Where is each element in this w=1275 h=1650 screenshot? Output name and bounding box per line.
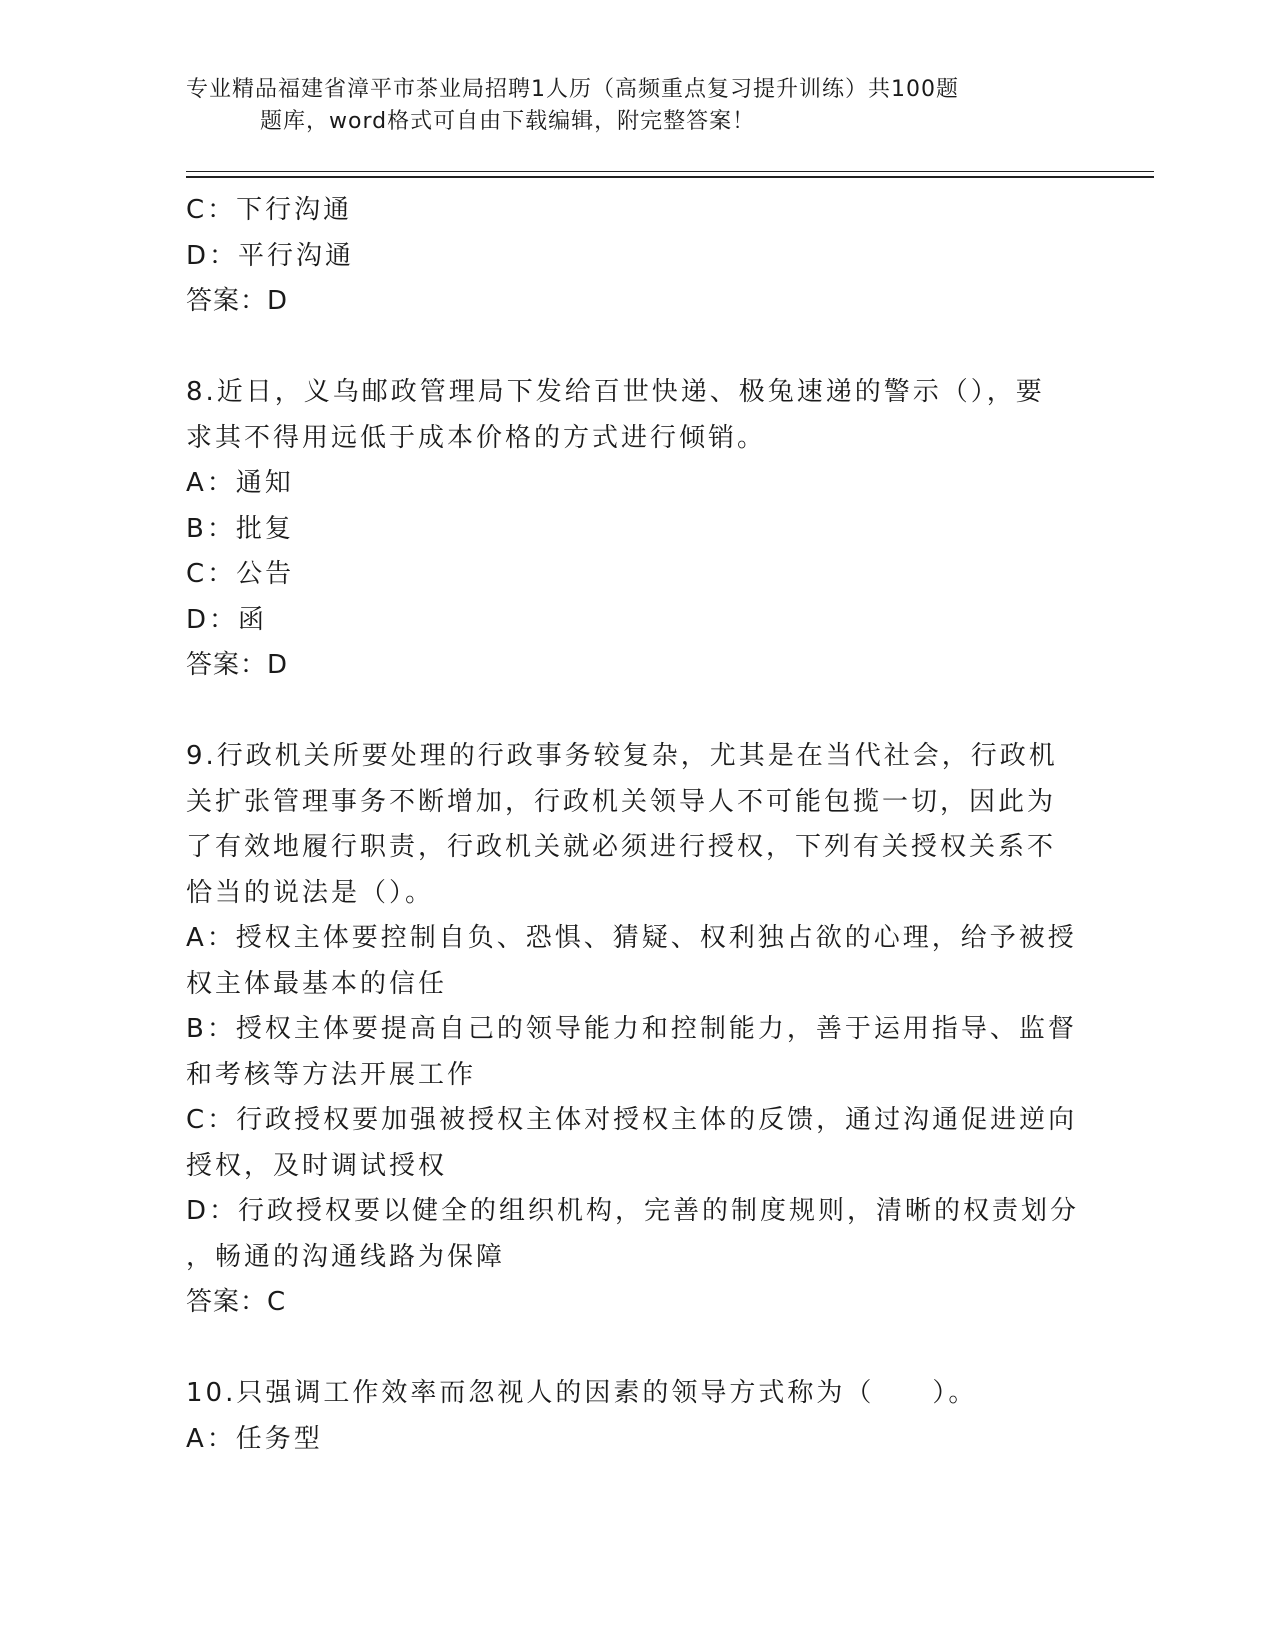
q9-stem-line1: 9.行政机关所要处理的行政事务较复杂，尤其是在当代社会，行政机	[186, 741, 1058, 771]
question-7-tail	[186, 188, 1086, 325]
q8-stem-line1: 8.近日，义乌邮政管理局下发给百世快递、极兔速递的警示（），要	[186, 377, 1045, 407]
question-8	[186, 370, 1086, 689]
header-title-line1: 专业精品福建省漳平市茶业局招聘1人历（高频重点复习提升训练）共100题	[186, 77, 959, 102]
q9-option-d-line1: D：行政授权要以健全的组织机构，完善的制度规则，清晰的权责划分	[186, 1196, 1080, 1226]
q9-option-c-line1: C：行政授权要加强被授权主体对授权主体的反馈，通过沟通促进逆向	[186, 1105, 1078, 1135]
question-9	[186, 734, 1086, 1326]
q9-stem-line4: 恰当的说法是（）。	[186, 877, 435, 908]
header-title-line2: 题库，word格式可自由下载编辑，附完整答案！	[260, 109, 756, 134]
q7-option-d: D：平行沟通	[186, 240, 355, 271]
q8-option-b: B：批复	[186, 513, 294, 544]
question-list	[186, 188, 1086, 1462]
q9-option-c-line2: 授权，及时调试授权	[186, 1150, 448, 1181]
q9-stem-line2: 关扩张管理事务不断增加，行政机关领导人不可能包揽一切，因此为	[186, 786, 1057, 817]
q10-stem-line1: 10.只强调工作效率而忽视人的因素的领导方式称为（ ）。	[186, 1378, 978, 1408]
document-header	[186, 74, 1046, 138]
q8-stem-line2: 求其不得用远低于成本价格的方式进行倾销。	[186, 422, 767, 453]
q8-option-c: C：公告	[186, 559, 295, 589]
q10-option-a: A：任务型	[186, 1423, 323, 1454]
q9-stem-line3: 了有效地履行职责，行政机关就必须进行授权，下列有关授权关系不	[186, 832, 1057, 862]
q7-option-c: C：下行沟通	[186, 195, 353, 225]
header-divider-thin	[186, 171, 1154, 172]
q9-option-b-line1: B：授权主体要提高自己的领导能力和控制能力，善于运用指导、监督	[186, 1014, 1077, 1044]
q9-option-a-line2: 权主体最基本的信任	[186, 968, 448, 999]
header-divider-thick	[186, 176, 1154, 178]
question-10	[186, 1371, 1086, 1462]
q8-option-a: A：通知	[186, 468, 294, 498]
q7-answer: 答案：D	[186, 286, 289, 316]
q9-option-d-line2: ，畅通的沟通线路为保障	[186, 1241, 506, 1272]
q8-answer: 答案：D	[186, 650, 289, 680]
q9-answer: 答案：C	[186, 1287, 287, 1317]
q9-option-b-line2: 和考核等方法开展工作	[186, 1059, 477, 1090]
q9-option-a-line1: A：授权主体要控制自负、恐惧、猜疑、权利独占欲的心理，给予被授	[186, 923, 1077, 953]
q8-option-d: D：函	[186, 604, 268, 635]
